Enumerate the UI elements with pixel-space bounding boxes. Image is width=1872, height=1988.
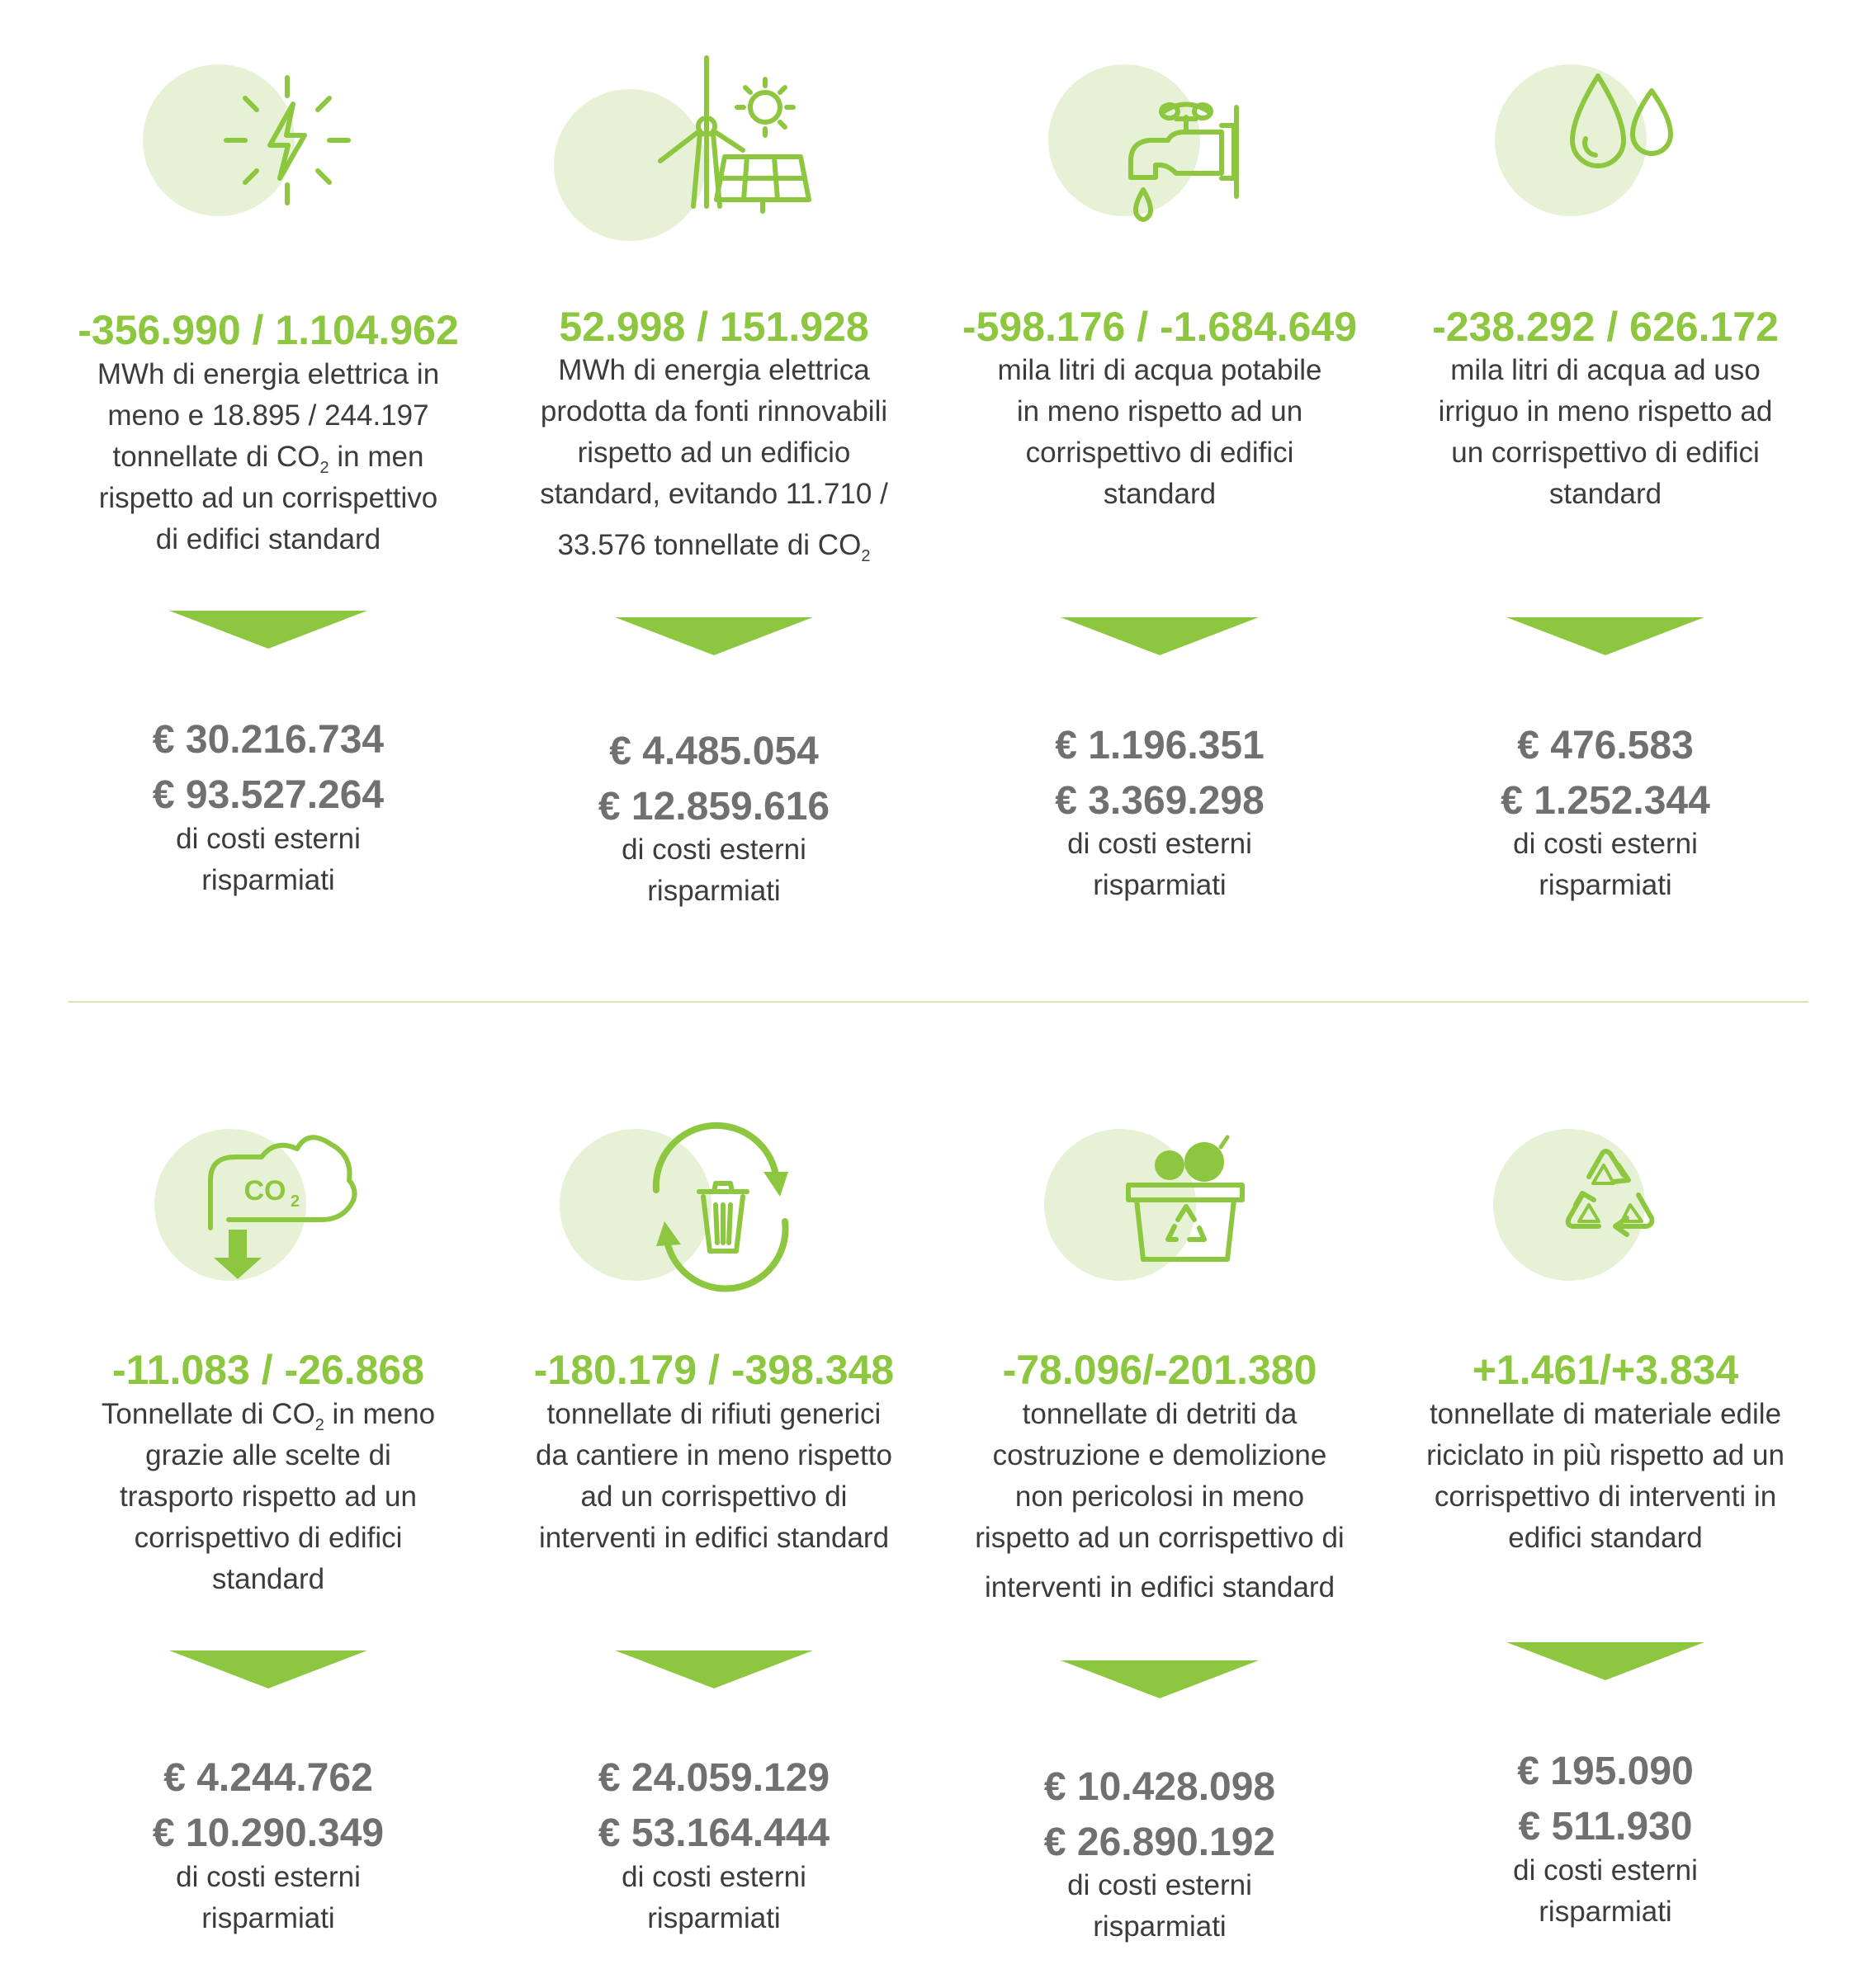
card-recycled-material xyxy=(1383,1114,1828,1981)
metric-description: mila litri di acqua potabile in meno rispetto ad un corrispettivo di edifici standard xyxy=(997,354,1322,510)
savings-amount-low: € 30.216.734 xyxy=(152,718,385,762)
savings-amount-low: € 10.428.098 xyxy=(1043,1765,1276,1809)
savings-caption: di costi esterni risparmiati xyxy=(176,823,361,896)
savings-caption: di costi esterni risparmiati xyxy=(1067,1869,1252,1943)
down-arrow-icon xyxy=(169,611,367,652)
savings-amount-high: € 12.859.616 xyxy=(598,785,830,829)
savings-caption: di costi esterni risparmiati xyxy=(622,1861,806,1934)
savings-caption: di costi esterni risparmiati xyxy=(1513,828,1698,901)
savings-amount-low: € 195.090 xyxy=(1517,1750,1694,1793)
co2-cloud-icon xyxy=(45,1114,491,1312)
card-renewable-energy xyxy=(491,50,937,916)
card-demolition-debris xyxy=(937,1114,1383,1981)
down-arrow-icon xyxy=(615,617,813,659)
metric-value: -11.083 / -26.868 xyxy=(111,1347,425,1393)
down-arrow-icon xyxy=(1506,1642,1704,1683)
savings-amount-high: € 1.252.344 xyxy=(1501,779,1710,823)
savings-amount-high: € 93.527.264 xyxy=(152,773,385,817)
wind-solar-icon xyxy=(491,50,937,248)
savings-caption: di costi esterni risparmiati xyxy=(622,833,806,907)
card-energy-saved xyxy=(45,50,491,916)
metric-value: -598.176 / -1.684.649 xyxy=(962,304,1358,350)
water-tap-icon xyxy=(937,50,1383,248)
savings-amount-low: € 24.059.129 xyxy=(598,1756,830,1800)
savings-amount-low: € 1.196.351 xyxy=(1055,724,1265,767)
savings-amount-low: € 4.485.054 xyxy=(609,730,819,773)
metric-value: +1.461/+3.834 xyxy=(1472,1347,1739,1393)
metric-description: Tonnellate di $CO_2$ in meno grazie alle scelte di trasporto rispetto ad un corrispettivo di edifici standard xyxy=(101,1398,436,1595)
savings-caption: di costi esterni risparmiati xyxy=(1067,828,1252,901)
savings-caption: di costi esterni risparmiati xyxy=(176,1861,361,1934)
metric-description: tonnellate di detriti da costruzione e demolizione non pericolosi in meno rispetto ad un corrispettivo di interventi in edifici standard xyxy=(975,1398,1345,1603)
metric-value: -78.096/-201.380 xyxy=(1002,1347,1317,1393)
debris-bucket-icon xyxy=(937,1114,1383,1312)
down-arrow-icon xyxy=(1506,617,1704,659)
savings-amount-high: € 26.890.192 xyxy=(1043,1820,1276,1864)
card-potable-water xyxy=(937,50,1383,916)
metric-description: tonnellate di rifiuti generici da cantiere in meno rispetto ad un corrispettivo di interventi in edifici standard xyxy=(536,1398,892,1554)
svg-text:CO: CO xyxy=(243,1175,286,1206)
metric-value: -180.179 / -398.348 xyxy=(533,1347,895,1393)
recycle-arrows-icon xyxy=(1383,1114,1828,1312)
savings-caption: di costi esterni risparmiati xyxy=(1513,1854,1698,1928)
metric-description: MWh di energia elettrica prodotta da fonti rinnovabili rispetto ad un edificio standard, evitando 11.710 / 33.576 tonnellate di $CO_2$ xyxy=(540,354,888,565)
card-construction-waste xyxy=(491,1114,937,1981)
metric-description: tonnellate di materiale edile riciclato in più rispetto ad un corrispettivo di interventi in edifici standard xyxy=(1426,1398,1785,1554)
savings-amount-low: € 4.244.762 xyxy=(163,1756,373,1800)
metric-description: MWh di energia elettrica in meno e 18.895 / 244.197 tonnellate di $CO_2$ in men rispetto ad un corrispettivo di edifici standard xyxy=(97,358,440,555)
savings-amount-high: € 511.930 xyxy=(1518,1805,1693,1849)
card-co2-transport xyxy=(45,1114,491,1981)
energy-bolt-icon xyxy=(45,50,491,248)
savings-amount-high: € 10.290.349 xyxy=(152,1811,385,1855)
svg-text:2: 2 xyxy=(291,1192,300,1211)
down-arrow-icon xyxy=(1061,1660,1259,1702)
recycle-bin-icon xyxy=(491,1114,937,1312)
savings-amount-high: € 3.369.298 xyxy=(1055,779,1265,823)
section-divider xyxy=(69,1001,1808,1003)
savings-amount-high: € 53.164.444 xyxy=(598,1811,830,1855)
card-irrigation-water xyxy=(1383,50,1828,916)
down-arrow-icon xyxy=(615,1650,813,1692)
metric-value: -238.292 / 626.172 xyxy=(1432,304,1779,350)
water-drops-icon xyxy=(1383,50,1828,248)
savings-amount-low: € 476.583 xyxy=(1517,724,1694,767)
down-arrow-icon xyxy=(169,1650,367,1692)
metric-description: mila litri di acqua ad uso irriguo in meno rispetto ad un corrispettivo di edifici standard xyxy=(1438,354,1773,510)
metric-value: 52.998 / 151.928 xyxy=(559,304,869,350)
down-arrow-icon xyxy=(1061,617,1259,659)
metric-value: -356.990 / 1.104.962 xyxy=(78,307,459,353)
